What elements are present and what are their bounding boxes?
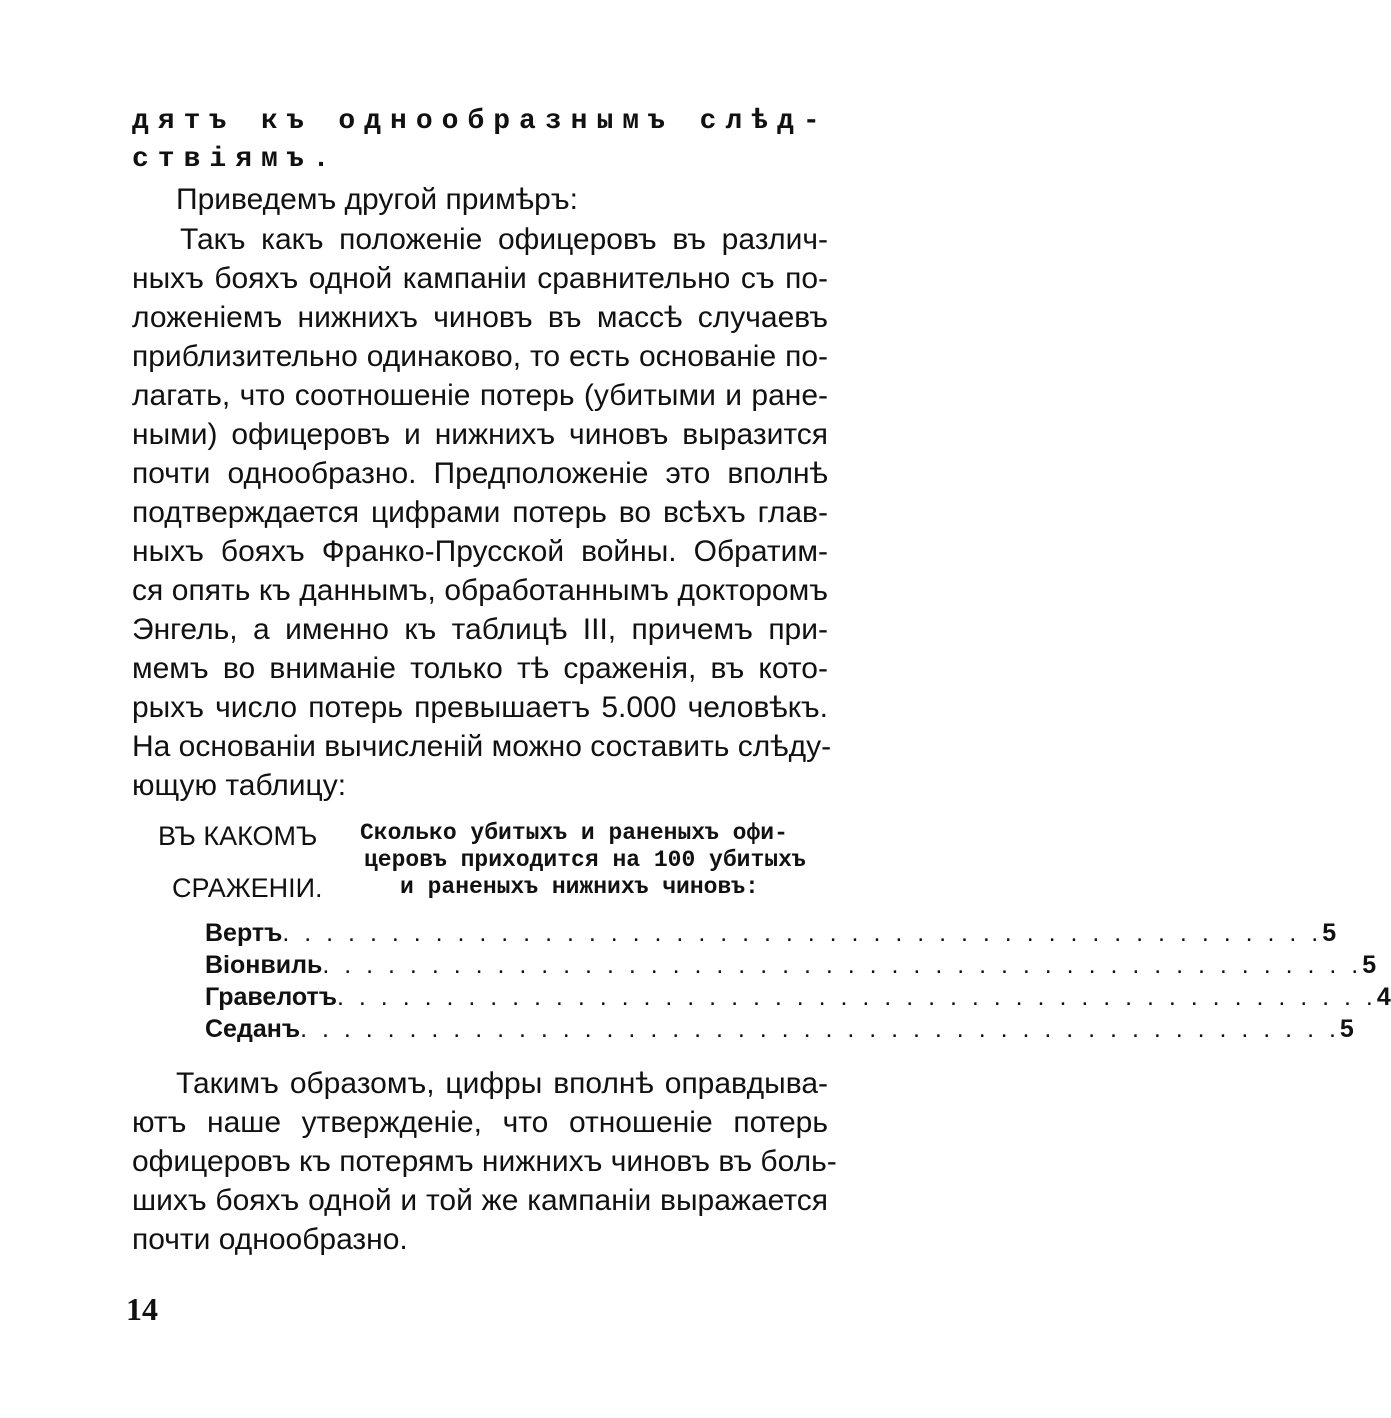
table-row xyxy=(205,1013,1354,1045)
ratio-value: 5 xyxy=(1322,919,1337,947)
text-line: почти однообразно. xyxy=(132,1223,408,1256)
text-line: рыхъ число потерь превышаетъ 5.000 человѣкъ. xyxy=(132,691,828,724)
table-row xyxy=(205,949,1377,981)
text-line: ныхъ бояхъ одной кампаніи сравнительно съ по- xyxy=(132,262,828,295)
text-line: лагать, что соотношеніе потерь (убитыми и ране- xyxy=(132,379,828,412)
text-line: ющую таблицу: xyxy=(132,769,347,802)
text-line: шихъ бояхъ одной и той же кампаніи выражается xyxy=(132,1184,828,1217)
leader-dots: . . . . . . . . . . . . . . . . . . . . . . . . . . . . . . . . . . . . . . . . . . . . . . . . xyxy=(322,951,1363,979)
table-header-ratio-line1: Сколько убитыхъ и раненыхъ офи- xyxy=(360,820,788,846)
leader-dots: . . . . . . . . . . . . . . . . . . . . . . . . . . . . . . . . . . . . . . . . . . . . . . . . xyxy=(300,1015,1340,1043)
text-line: На основаніи вычисленій можно составить слѣду- xyxy=(132,730,832,763)
table-header-ratio-line3: и раненыхъ нижнихъ чиновъ: xyxy=(400,874,759,900)
text-line: подтверждается цифрами потерь во всѣхъ глав- xyxy=(132,496,828,529)
text-line: мемъ во вниманіе только тѣ сраженія, въ кото- xyxy=(132,652,828,685)
ratio-value: 5 xyxy=(1339,1015,1354,1043)
text-line: Такимъ образомъ, цифры вполнѣ оправдыва- xyxy=(176,1067,828,1100)
text-line: ными) офицеровъ и нижнихъ чиновъ выразится xyxy=(132,418,828,451)
table-header-ratio-line2: церовъ приходится на 100 убитыхъ xyxy=(364,847,806,873)
text-line: офицеровъ къ потерямъ нижнихъ чиновъ въ боль- xyxy=(132,1145,837,1178)
battle-name: Віонвиль xyxy=(205,951,323,979)
ratio-value: 5 xyxy=(1362,951,1377,979)
table-header-battle-line2: СРАЖЕНІИ. xyxy=(172,873,323,903)
text-line: ютъ наше утвержденіе, что отношеніе потерь xyxy=(132,1106,828,1139)
text-line: ся опять къ даннымъ, обработаннымъ докторомъ xyxy=(132,574,828,607)
text-line: почти однообразно. Предположеніе это вполнѣ xyxy=(132,457,828,490)
text-line: ствіямъ. xyxy=(132,144,339,175)
text-line: Приведемъ другой примѣръ: xyxy=(176,183,578,216)
battle-name: Вертъ xyxy=(205,919,283,947)
text-line: ложеніемъ нижнихъ чиновъ въ массѣ случаевъ xyxy=(132,301,828,334)
text-line: ныхъ бояхъ Франко-Прусской войны. Обратим- xyxy=(132,535,828,568)
text-line: дятъ къ однообразнымъ слѣд- xyxy=(132,106,829,137)
leader-dots: . . . . . . . . . . . . . . . . . . . . . . . . . . . . . . . . . . . . . . . . . . . . . . . . xyxy=(337,983,1377,1011)
text-line: Энгель, а именно къ таблицѣ III, причемъ при- xyxy=(132,613,828,646)
text-line: приблизительно одинаково, то есть основаніе по- xyxy=(132,340,828,373)
table-row xyxy=(205,981,1391,1013)
battle-name: Гравелотъ xyxy=(205,983,338,1011)
battle-name: Седанъ xyxy=(205,1015,301,1043)
table-row xyxy=(205,917,1337,949)
page-number: 14 xyxy=(126,1291,158,1327)
table-header-battle-line1: ВЪ КАКОМЪ xyxy=(158,821,318,851)
ratio-value: 4 xyxy=(1376,983,1391,1011)
leader-dots: . . . . . . . . . . . . . . . . . . . . . . . . . . . . . . . . . . . . . . . . . . . . . . . . xyxy=(282,919,1323,947)
text-line: Такъ какъ положеніе офицеровъ въ различ- xyxy=(180,223,828,256)
